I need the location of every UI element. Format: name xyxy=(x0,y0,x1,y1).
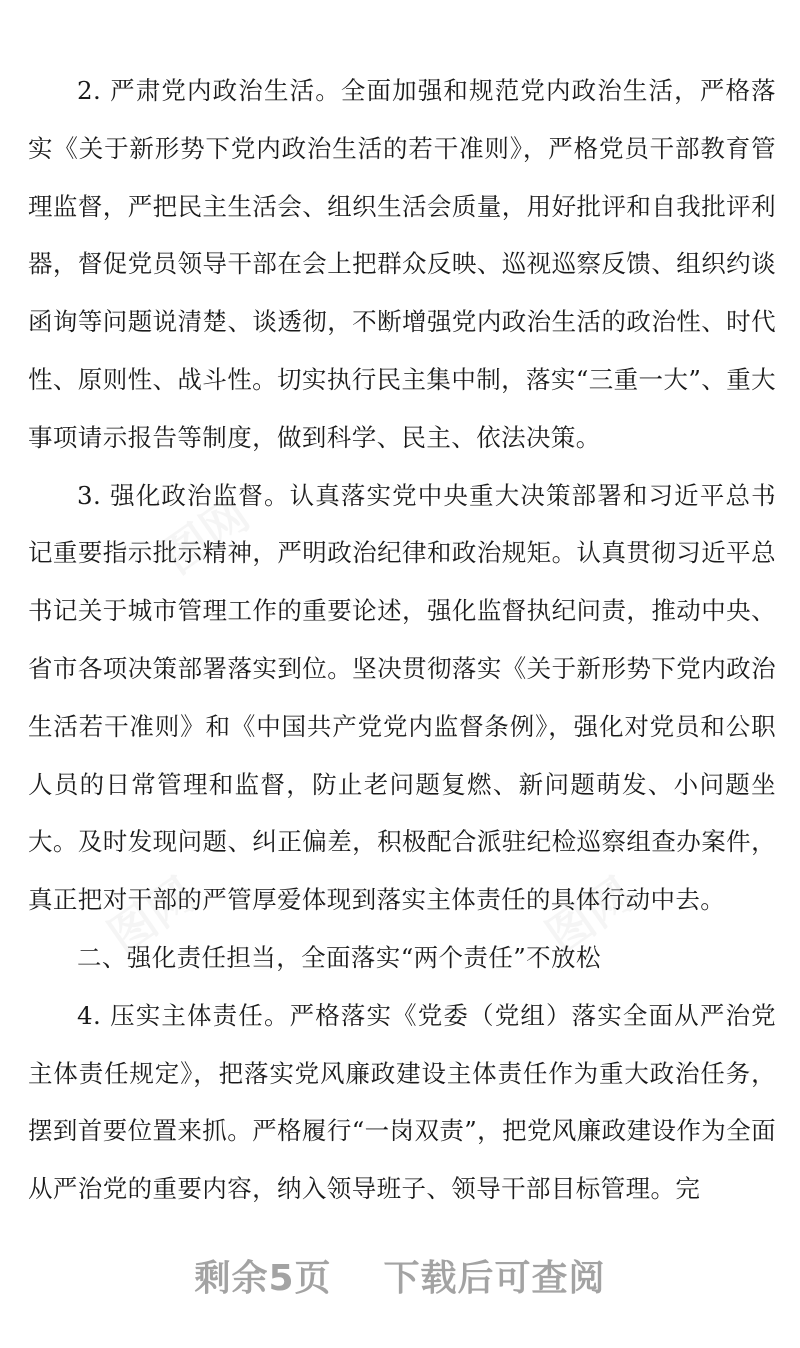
paragraph-item-3: 3. 强化政治监督。认真落实党中央重大决策部署和习近平总书记重要指示批示精神，严明政治纪律和政治规矩。认真贯彻习近平总书记关于城市管理工作的重要论述，强化监督执纪问责，推动中央、省市各项决策部署落实到位。坚决贯彻落实《关于新形势下党内政治生活若干准则》和《中国共产党党内监督条例》，强化对党员和公职人员的日常管理和监督，防止老问题复燃、新问题萌发、小问题坐大。及时发现问题、纠正偏差，积极配合派驻纪检巡察组查办案件，真正把对干部的严管厚爱体现到落实主体责任的具体行动中去。 xyxy=(28,480,776,915)
document-body xyxy=(28,62,776,1218)
download-hint-label: 下载后可查阅 xyxy=(383,1257,606,1299)
download-banner[interactable] xyxy=(0,1240,800,1310)
section-heading-2: 二、强化责任担当，全面落实“两个责任”不放松 xyxy=(77,942,601,972)
remaining-pages-label: 剩余5页 xyxy=(194,1257,332,1299)
paragraph-item-2: 2. 严肃党内政治生活。全面加强和规范党内政治生活，严格落实《关于新形势下党内政治生活的若干准则》，严格党员干部教育管理监督，严把民主生活会、组织生活会质量，用好批评和自我批评利器，督促党员领导干部在会上把群众反映、巡视巡察反馈、组织约谈函询等问题说清楚、谈透彻，不断增强党内政治生活的政治性、时代性、原则性、战斗性。切实执行民主集中制，落实“三重一大”、重大事项请示报告等制度，做到科学、民主、依法决策。 xyxy=(28,76,776,452)
paragraph-item-4: 4. 压实主体责任。严格落实《党委（党组）落实全面从严治党主体责任规定》，把落实党风廉政建设主体责任作为重大政治任务，摆到首要位置来抓。严格履行“一岗双责”，把党风廉政建设作为全面从严治党的重要内容，纳入领导班子、领导干部目标管理。完 xyxy=(28,1000,776,1204)
